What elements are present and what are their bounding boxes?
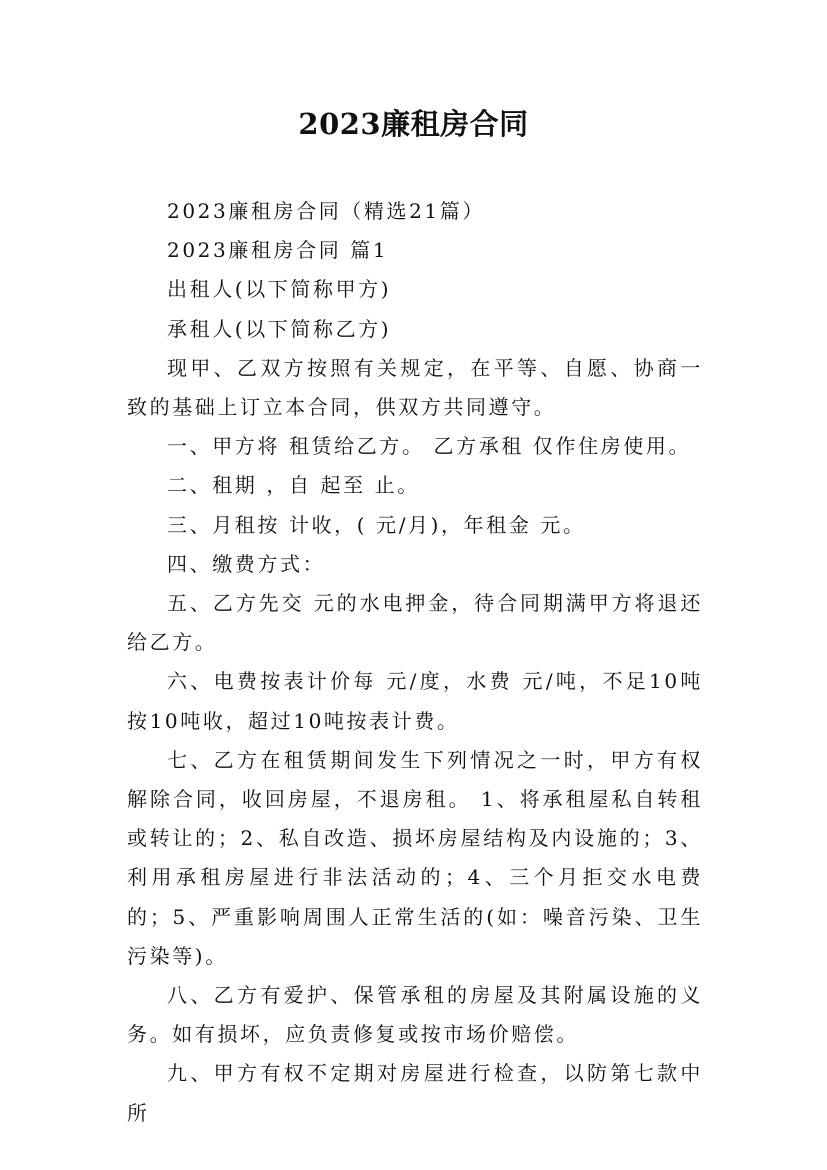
paragraph-clause-4: 四、缴费方式： (167, 551, 326, 576)
paragraph-section-heading: 2023廉租房合同 篇1 (167, 238, 389, 263)
document-title: 2023廉租房合同 (298, 107, 529, 141)
paragraph-preamble: 现甲、乙双方按照有关规定，在平等、自愿、协商一致的基础上订立本合同，供双方共同遵守。 (127, 355, 703, 420)
paragraph-clause-6: 六、电费按表计价每 元/度，水费 元/吨，不足10吨按10吨收，超过10吨按表计费。 (127, 669, 703, 733)
paragraph-clause-9: 九、甲方有权不定期对房屋进行检查，以防第七款中所 (127, 1061, 703, 1125)
paragraph-clause-3: 三、月租按 计收，( 元/月)，年租金 元。 (167, 512, 586, 537)
paragraph-collection-heading: 2023廉租房合同（精选21篇） (167, 199, 485, 223)
paragraph-clause-7: 七、乙方在租赁期间发生下列情况之一时，甲方有权解除合同，收回房屋，不退房租。 1、将承租屋私自转租或转让的；2、私自改造、损坏房屋结构及内设施的；3、利用承租房屋进行非法活动的；4、三个月拒交水电费的；5、严重影响周围人正常生活的(如：噪音污染、卫生污染等)。 (127, 747, 703, 968)
paragraph-clause-2: 二、租期 ，自 起至 止。 (167, 473, 420, 498)
paragraph-clause-8: 八、乙方有爱护、保管承租的房屋及其附属设施的义务。如有损坏，应负责修复或按市场价赔偿。 (127, 983, 703, 1047)
paragraph-lessee: 承租人(以下简称乙方) (167, 316, 392, 341)
paragraph-lessor: 出租人(以下简称甲方) (167, 277, 392, 302)
document-body (127, 192, 703, 1133)
paragraph-clause-1: 一、甲方将 租赁给乙方。 乙方承租 仅作住房使用。 (167, 434, 692, 459)
paragraph-clause-5: 五、乙方先交 元的水电押金，待合同期满甲方将退还给乙方。 (127, 591, 703, 655)
